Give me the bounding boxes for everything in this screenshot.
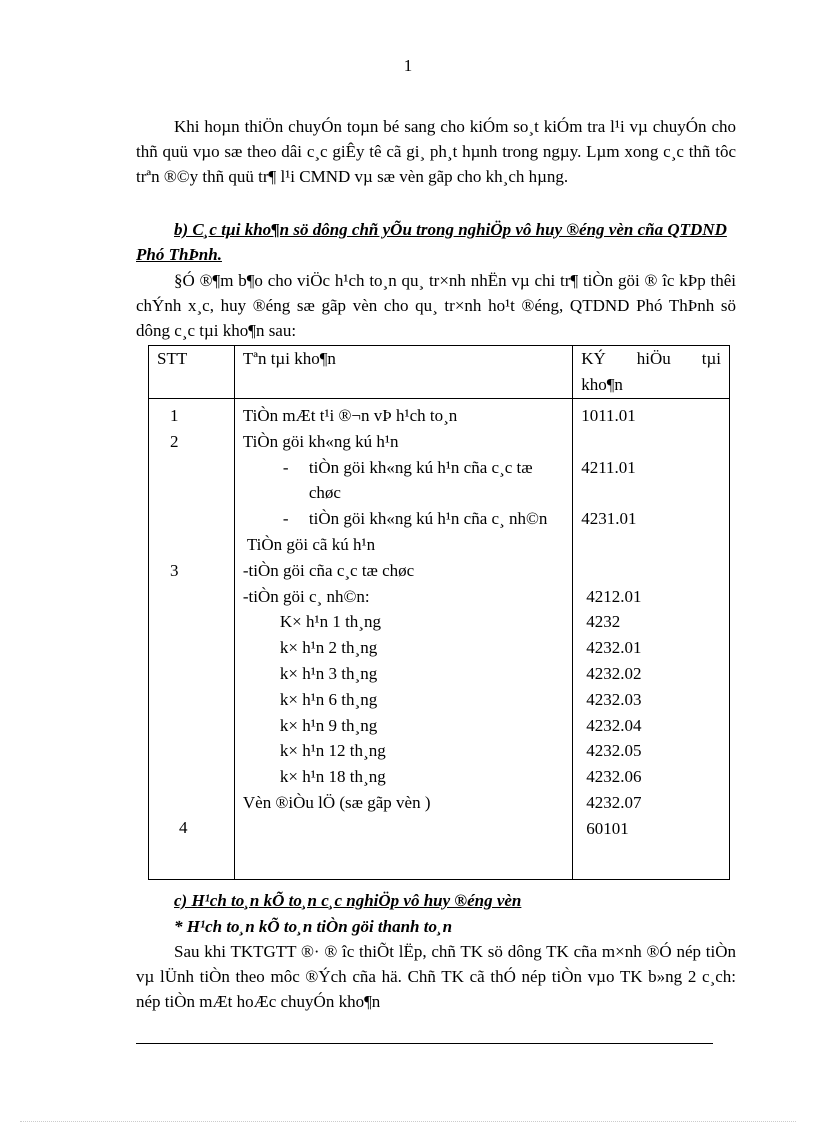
row2-name: TiÒn göi kh«ng kú h¹n — [242, 431, 399, 451]
list-item: - tiÒn göi kh«ng kú h¹n cña c¸c tæ chøc — [282, 457, 533, 503]
term-code: 4232.06 — [586, 767, 642, 787]
section-c-paragraph: Sau khi TKTGTT ®· ® îc thiÕt lËp, chñ TK sö dông TK cña m×nh ®Ó nép tiÒn vµ lÜnh tiÒn theo môc ®Ých cña hä. Chñ TK cã thÓ nép tiÒn vµo TK b»ng 2 c¸ch: nép tiÒn mÆt hoÆc chuyÓn kho¶n — [136, 942, 736, 1011]
section-b-heading: b) C¸c tµi kho¶n sö dông chñ yÕu trong nghiÖp vô huy ®éng vèn cña QTDND Phó ThÞnh. — [136, 220, 727, 264]
header-account-code — [573, 346, 730, 399]
row3-stt: 3 — [170, 560, 179, 580]
term-item: k× h¹n 12 th¸ng — [279, 741, 386, 761]
account-table — [148, 345, 730, 880]
term-item: K× h¹n 1 th¸ng — [279, 612, 381, 632]
term-item: k× h¹n 18 th¸ng — [279, 767, 386, 787]
term-code: 4232.02 — [586, 663, 642, 683]
list-item: - tiÒn göi kh«ng kú h¹n cña c¸ nh©n — [282, 509, 548, 529]
term-code: 4232.04 — [586, 715, 642, 735]
term-code: 4232.05 — [586, 741, 642, 761]
header-stt: STT — [149, 346, 235, 399]
row3-org: -tiÒn göi cña c¸c tæ chøc — [242, 560, 415, 580]
section-c-heading: c) H¹ch to¸n kÕ to¸n c¸c nghiÖp vô huy ®éng vèn — [174, 891, 522, 910]
table-row — [149, 399, 730, 842]
header-code-word-1: KÝ — [581, 349, 606, 368]
row2-item1-code: 4211.01 — [581, 457, 636, 477]
term-item: k× h¹n 2 th¸ng — [279, 638, 378, 658]
section-c-subheading: * H¹ch to¸n kÕ to¸n tiÒn göi thanh to¸n — [174, 917, 453, 936]
row1-name: TiÒn mÆt t¹i ®¬n vÞ h¹ch to¸n — [242, 406, 458, 425]
row3-individual-code: 4232 — [586, 612, 621, 632]
row2-item2-code: 4231.01 — [581, 509, 637, 529]
header-code-word-4: kho¶n — [581, 374, 623, 394]
term-code: 4232.03 — [586, 689, 642, 709]
term-item: k× h¹n 9 th¸ng — [279, 715, 378, 735]
header-code-word-2: hiÖu — [636, 349, 671, 368]
header-code-word-3: tµi — [701, 349, 721, 368]
row3-name: TiÒn göi cã kú h¹n — [246, 534, 376, 554]
page-bottom-divider — [20, 1121, 796, 1122]
footer-divider — [136, 1043, 713, 1044]
section-b-paragraph: §Ó ®¶m b¶o cho viÖc h¹ch to¸n qu¸ tr×nh nhËn vµ chi tr¶ tiÒn göi ® îc kÞp thêi chÝnh x¸c, huy ®éng sæ gãp vèn cho qu¸ tr×nh ho¹t ®éng, QTDND Phó ThÞnh sö dông c¸c tµi kho¶n sau: — [136, 271, 736, 340]
table-header-row — [149, 346, 730, 399]
row2-stt: 2 — [170, 431, 179, 451]
page-number: 1 — [403, 56, 413, 75]
row3-individual: -tiÒn göi c¸ nh©n: — [242, 586, 370, 606]
term-item: k× h¹n 6 th¸ng — [279, 689, 378, 709]
term-code: 4232.01 — [586, 638, 642, 658]
term-item: k× h¹n 3 th¸ng — [279, 663, 378, 683]
intro-paragraph: Khi hoµn thiÖn chuyÓn toµn bé sang cho kiÓm so¸t kiÓm tra l¹i vµ chuyÓn cho thñ quü vµo sæ theo dâi c¸c giÊy tê cã gi¸ ph¸t hµnh trong ngµy. Lµm xong c¸c thñ tôc trªn ®©y thñ quü tr¶ l¹i CMND vµ sæ vèn gãp cho kh¸ch hµng. — [136, 117, 736, 186]
row4-code: 60101 — [586, 818, 629, 838]
term-code: 4232.07 — [586, 792, 642, 812]
row4-name: Vèn ®iÒu lÖ (sæ gãp vèn ) — [242, 792, 431, 812]
header-account-name: Tªn tµi kho¶n — [234, 346, 572, 399]
row3-org-code: 4212.01 — [586, 586, 642, 606]
row1-stt: 1 — [170, 406, 179, 425]
row1-code: 1011.01 — [581, 406, 636, 425]
row4-stt: 4 — [179, 818, 188, 838]
